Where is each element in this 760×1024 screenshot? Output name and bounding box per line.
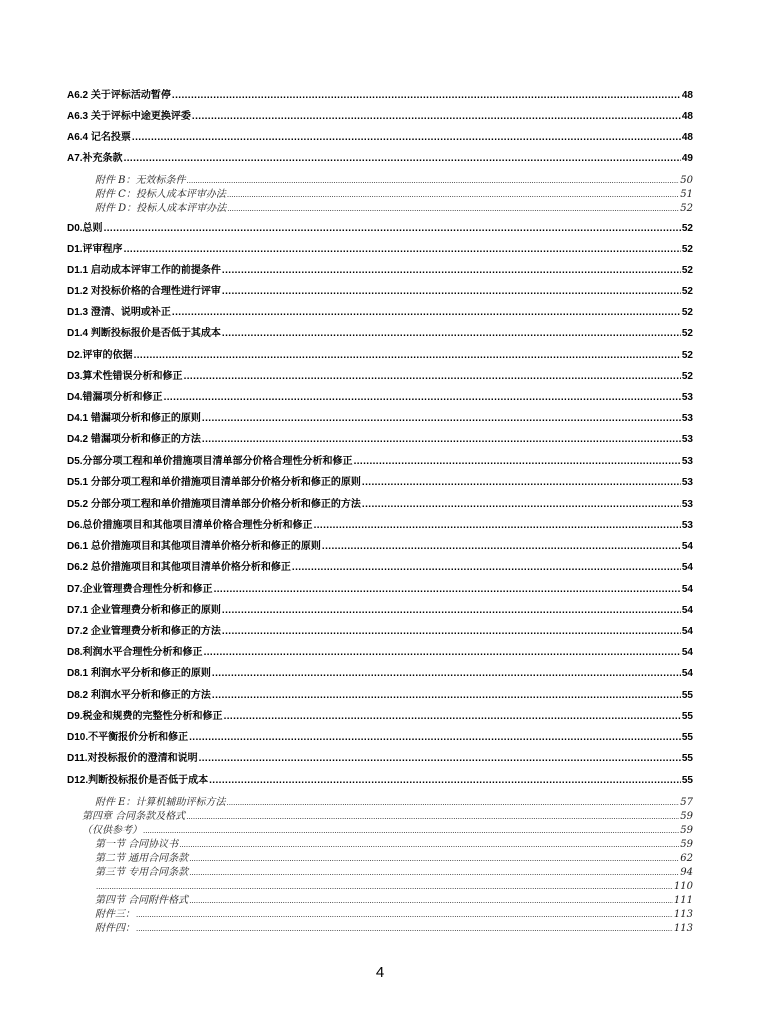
toc-entry-d2[interactable] bbox=[67, 349, 693, 363]
toc-entry-page: 54 bbox=[681, 626, 693, 637]
toc-entry-chapter-4[interactable] bbox=[82, 810, 693, 823]
toc-entry-title: A6.3 关于评标中途更换评委 bbox=[67, 111, 191, 122]
toc-entry-title: 附件 B：无效标条件 bbox=[95, 175, 186, 186]
toc-entry-title: D7.企业管理费合理性分析和修正 bbox=[67, 584, 213, 595]
leader-dots bbox=[172, 89, 681, 103]
toc-entry-d1-1[interactable] bbox=[67, 264, 693, 278]
toc-entry-d4-1[interactable] bbox=[67, 412, 693, 426]
toc-entry-page: 52 bbox=[681, 223, 693, 234]
toc-entry-page: 59 bbox=[680, 825, 693, 836]
toc-entry-title: D3.算术性错误分析和修正 bbox=[67, 371, 183, 382]
leader-dots bbox=[189, 866, 679, 879]
leader-dots bbox=[222, 327, 681, 341]
leader-dots bbox=[209, 774, 681, 788]
toc-entry-title: D4.1 错漏项分析和修正的原则 bbox=[67, 413, 201, 424]
leader-dots bbox=[314, 519, 681, 533]
toc-entry-page: 62 bbox=[680, 853, 693, 864]
leader-dots bbox=[187, 174, 680, 187]
toc-entry-d11[interactable] bbox=[67, 752, 693, 766]
toc-entry-title: （仅供参考） bbox=[82, 825, 142, 836]
toc-entry-page: 52 bbox=[680, 203, 693, 214]
toc-entry-d8-1[interactable] bbox=[67, 667, 693, 681]
leader-dots bbox=[202, 433, 681, 447]
toc-entry-page: 49 bbox=[681, 153, 693, 164]
toc-entry-page: 53 bbox=[681, 477, 693, 488]
leader-dots bbox=[189, 894, 673, 907]
leader-dots bbox=[227, 188, 679, 201]
toc-entry-title: A6.4 记名投票 bbox=[67, 132, 131, 143]
leader-dots bbox=[96, 880, 673, 893]
toc-entry-d5[interactable] bbox=[67, 455, 693, 469]
toc-entry-title: 第三节 专用合同条款 bbox=[95, 867, 189, 878]
toc-entry-title: D4.错漏项分析和修正 bbox=[67, 392, 163, 403]
toc-entry-page: 48 bbox=[681, 111, 693, 122]
toc-entry-page: 94 bbox=[680, 867, 693, 878]
leader-dots bbox=[292, 561, 681, 575]
toc-entry-page: 55 bbox=[681, 753, 693, 764]
toc-entry-title: 附件四： bbox=[95, 923, 135, 934]
toc-entry-page: 50 bbox=[680, 175, 693, 186]
toc-entry-page: 53 bbox=[681, 392, 693, 403]
leader-dots bbox=[212, 689, 681, 703]
leader-dots bbox=[202, 412, 681, 426]
leader-dots bbox=[226, 796, 679, 809]
toc-entry-title: D5.1 分部分项工程和单价措施项目清单部分价格分析和修正的原则 bbox=[67, 477, 361, 488]
toc-entry-section-1[interactable] bbox=[95, 838, 693, 851]
toc-entry-d7[interactable] bbox=[67, 583, 693, 597]
toc-entry-page: 52 bbox=[681, 265, 693, 276]
leader-dots bbox=[222, 285, 681, 299]
toc-entry-d4[interactable] bbox=[67, 391, 693, 405]
toc-entry-title: D10.不平衡报价分析和修正 bbox=[67, 732, 189, 743]
toc-entry-attachment-c[interactable] bbox=[95, 188, 693, 201]
toc-entry-page: 52 bbox=[681, 328, 693, 339]
toc-entry-title: D6.2 总价措施项目和其他项目清单价格分析和修正 bbox=[67, 562, 291, 573]
toc-entry-title: D1.3 澄清、说明或补正 bbox=[67, 307, 171, 318]
leader-dots bbox=[362, 476, 681, 490]
toc-entry-section-3[interactable] bbox=[95, 866, 693, 879]
toc-entry-page: 48 bbox=[681, 132, 693, 143]
toc-entry-page: 111 bbox=[673, 895, 693, 906]
leader-dots bbox=[354, 455, 681, 469]
toc-entry-page: 57 bbox=[680, 797, 693, 808]
toc-entry-title: A7.补充条款 bbox=[67, 153, 123, 164]
leader-dots bbox=[199, 752, 681, 766]
toc-entry-page: 55 bbox=[681, 775, 693, 786]
toc-entry-title: 第四节 合同附件格式 bbox=[95, 895, 189, 906]
toc-entry-d0[interactable] bbox=[67, 222, 693, 236]
toc-entry-title: D6.总价措施项目和其他项目清单价格合理性分析和修正 bbox=[67, 520, 313, 531]
toc-entry-title: D1.1 启动成本评审工作的前提条件 bbox=[67, 265, 221, 276]
toc-entry-section-4[interactable] bbox=[95, 894, 693, 907]
leader-dots bbox=[136, 922, 673, 935]
toc-entry-title: 第四章 合同条款及格式 bbox=[82, 811, 186, 822]
leader-dots bbox=[186, 810, 679, 823]
toc-entry-page: 54 bbox=[681, 668, 693, 679]
toc-entry-title: 附件三： bbox=[95, 909, 135, 920]
toc-entry-d6-1[interactable] bbox=[67, 540, 693, 554]
toc-entry-attachment-3[interactable] bbox=[95, 908, 693, 921]
toc-entry-d9[interactable] bbox=[67, 710, 693, 724]
toc-entry-page: 113 bbox=[673, 923, 693, 934]
toc-entry-attachment-b[interactable] bbox=[95, 174, 693, 187]
leader-dots bbox=[322, 540, 681, 554]
toc-entry-d1-3[interactable] bbox=[67, 306, 693, 320]
toc-entry-page: 54 bbox=[681, 647, 693, 658]
page-number: 4 bbox=[375, 964, 385, 981]
leader-dots bbox=[222, 625, 681, 639]
toc-entry-title: D7.2 企业管理费分析和修正的方法 bbox=[67, 626, 221, 637]
toc-entry-d6[interactable] bbox=[67, 519, 693, 533]
toc-entry-page: 52 bbox=[681, 244, 693, 255]
toc-entry-page: 55 bbox=[681, 711, 693, 722]
toc-entry-page: 48 bbox=[681, 90, 693, 101]
toc-entry-title: D2.评审的依据 bbox=[67, 350, 133, 361]
toc-entry-d8-2[interactable] bbox=[67, 689, 693, 703]
toc-entry-title: 附件 E：计算机辅助评标方法 bbox=[95, 797, 226, 808]
toc-entry-page: 52 bbox=[681, 371, 693, 382]
leader-dots bbox=[192, 110, 681, 124]
leader-dots bbox=[189, 731, 681, 745]
toc-entry-title: 附件 C：投标人成本评审办法 bbox=[95, 189, 226, 200]
leader-dots bbox=[134, 349, 681, 363]
toc-entry-title: D7.1 企业管理费分析和修正的原则 bbox=[67, 605, 221, 616]
toc-entry-a6-4[interactable] bbox=[67, 131, 693, 145]
leader-dots bbox=[362, 498, 681, 512]
toc-entry-title: D8.利润水平合理性分析和修正 bbox=[67, 647, 203, 658]
toc-entry-page: 54 bbox=[681, 562, 693, 573]
toc-entry-page: 53 bbox=[681, 520, 693, 531]
toc-entry-title: D0.总则 bbox=[67, 223, 103, 234]
toc-entry-title: A6.2 关于评标活动暂停 bbox=[67, 90, 171, 101]
toc-entry-page: 53 bbox=[681, 499, 693, 510]
toc-entry-attachment-d[interactable] bbox=[95, 202, 693, 215]
leader-dots bbox=[124, 243, 681, 257]
toc-entry-title: 第二节 通用合同条款 bbox=[95, 853, 189, 864]
toc-entry-title: D1.评审程序 bbox=[67, 244, 123, 255]
leader-dots bbox=[214, 583, 681, 597]
toc-entry-page: 53 bbox=[681, 456, 693, 467]
toc-entry-d1[interactable] bbox=[67, 243, 693, 257]
toc-entry-title: D4.2 错漏项分析和修正的方法 bbox=[67, 434, 201, 445]
leader-dots bbox=[227, 202, 679, 215]
leader-dots bbox=[222, 604, 681, 618]
toc-entry-d4-2[interactable] bbox=[67, 433, 693, 447]
toc-entry-d7-1[interactable] bbox=[67, 604, 693, 618]
toc-entry-title: D1.2 对投标价格的合理性进行评审 bbox=[67, 286, 221, 297]
leader-dots bbox=[179, 838, 679, 851]
toc-entry-page: 53 bbox=[681, 434, 693, 445]
toc-entry-d12[interactable] bbox=[67, 774, 693, 788]
toc-entry-page: 59 bbox=[680, 811, 693, 822]
toc-entry-page: 54 bbox=[681, 605, 693, 616]
toc-entry-page: 54 bbox=[681, 584, 693, 595]
toc-entry-untitled[interactable] bbox=[95, 880, 693, 893]
toc-entry-reference-only[interactable] bbox=[82, 824, 693, 837]
leader-dots bbox=[132, 131, 681, 145]
toc-entry-title: D1.4 判断投标报价是否低于其成本 bbox=[67, 328, 221, 339]
toc-entry-d5-1[interactable] bbox=[67, 476, 693, 490]
toc-entry-title: D6.1 总价措施项目和其他项目清单价格分析和修正的原则 bbox=[67, 541, 321, 552]
leader-dots bbox=[143, 824, 679, 837]
toc-entry-page: 52 bbox=[681, 286, 693, 297]
toc-entry-page: 59 bbox=[680, 839, 693, 850]
toc-entry-title: D12.判断投标报价是否低于成本 bbox=[67, 775, 209, 786]
toc-entry-d8[interactable] bbox=[67, 646, 693, 660]
toc-entry-title: D9.税金和规费的完整性分析和修正 bbox=[67, 711, 223, 722]
toc-entry-attachment-4[interactable] bbox=[95, 922, 693, 935]
toc-entry-page: 52 bbox=[681, 350, 693, 361]
toc-entry-page: 110 bbox=[673, 881, 693, 892]
toc-entry-section-2[interactable] bbox=[95, 852, 693, 865]
toc-entry-title: D5.2 分部分项工程和单价措施项目清单部分价格分析和修正的方法 bbox=[67, 499, 361, 510]
toc-entry-page: 51 bbox=[680, 189, 693, 200]
toc-entry-title: D11.对投标报价的澄清和说明 bbox=[67, 753, 198, 764]
toc-entry-attachment-e[interactable] bbox=[95, 796, 693, 809]
toc-entry-page: 113 bbox=[673, 909, 693, 920]
leader-dots bbox=[104, 222, 681, 236]
toc-entry-page: 55 bbox=[681, 732, 693, 743]
leader-dots bbox=[204, 646, 681, 660]
toc-entry-d1-4[interactable] bbox=[67, 327, 693, 341]
leader-dots bbox=[136, 908, 673, 921]
leader-dots bbox=[212, 667, 681, 681]
toc-entry-a6-3[interactable] bbox=[67, 110, 693, 124]
toc-entry-d1-2[interactable] bbox=[67, 285, 693, 299]
toc-entry-page: 53 bbox=[681, 413, 693, 424]
toc-entry-page: 52 bbox=[681, 307, 693, 318]
toc-entry-d10[interactable] bbox=[67, 731, 693, 745]
leader-dots bbox=[222, 264, 681, 278]
leader-dots bbox=[124, 152, 681, 166]
leader-dots bbox=[189, 852, 679, 865]
toc-entry-title: 附件 D：投标人成本评审办法 bbox=[95, 203, 227, 214]
toc-entry-a7[interactable] bbox=[67, 152, 693, 166]
leader-dots bbox=[164, 391, 681, 405]
toc-entry-title: D8.1 利润水平分析和修正的原则 bbox=[67, 668, 211, 679]
leader-dots bbox=[172, 306, 681, 320]
toc-entry-d7-2[interactable] bbox=[67, 625, 693, 639]
toc-entry-a6-2[interactable] bbox=[67, 89, 693, 103]
leader-dots bbox=[224, 710, 681, 724]
toc-entry-title: D8.2 利润水平分析和修正的方法 bbox=[67, 690, 211, 701]
leader-dots bbox=[184, 370, 681, 384]
toc-entry-title: D5.分部分项工程和单价措施项目清单部分价格合理性分析和修正 bbox=[67, 456, 353, 467]
toc-entry-page: 54 bbox=[681, 541, 693, 552]
toc-entry-title: 第一节 合同协议书 bbox=[95, 839, 179, 850]
toc-entry-d6-2[interactable] bbox=[67, 561, 693, 575]
toc-entry-d5-2[interactable] bbox=[67, 498, 693, 512]
toc-entry-page: 55 bbox=[681, 690, 693, 701]
toc-entry-d3[interactable] bbox=[67, 370, 693, 384]
